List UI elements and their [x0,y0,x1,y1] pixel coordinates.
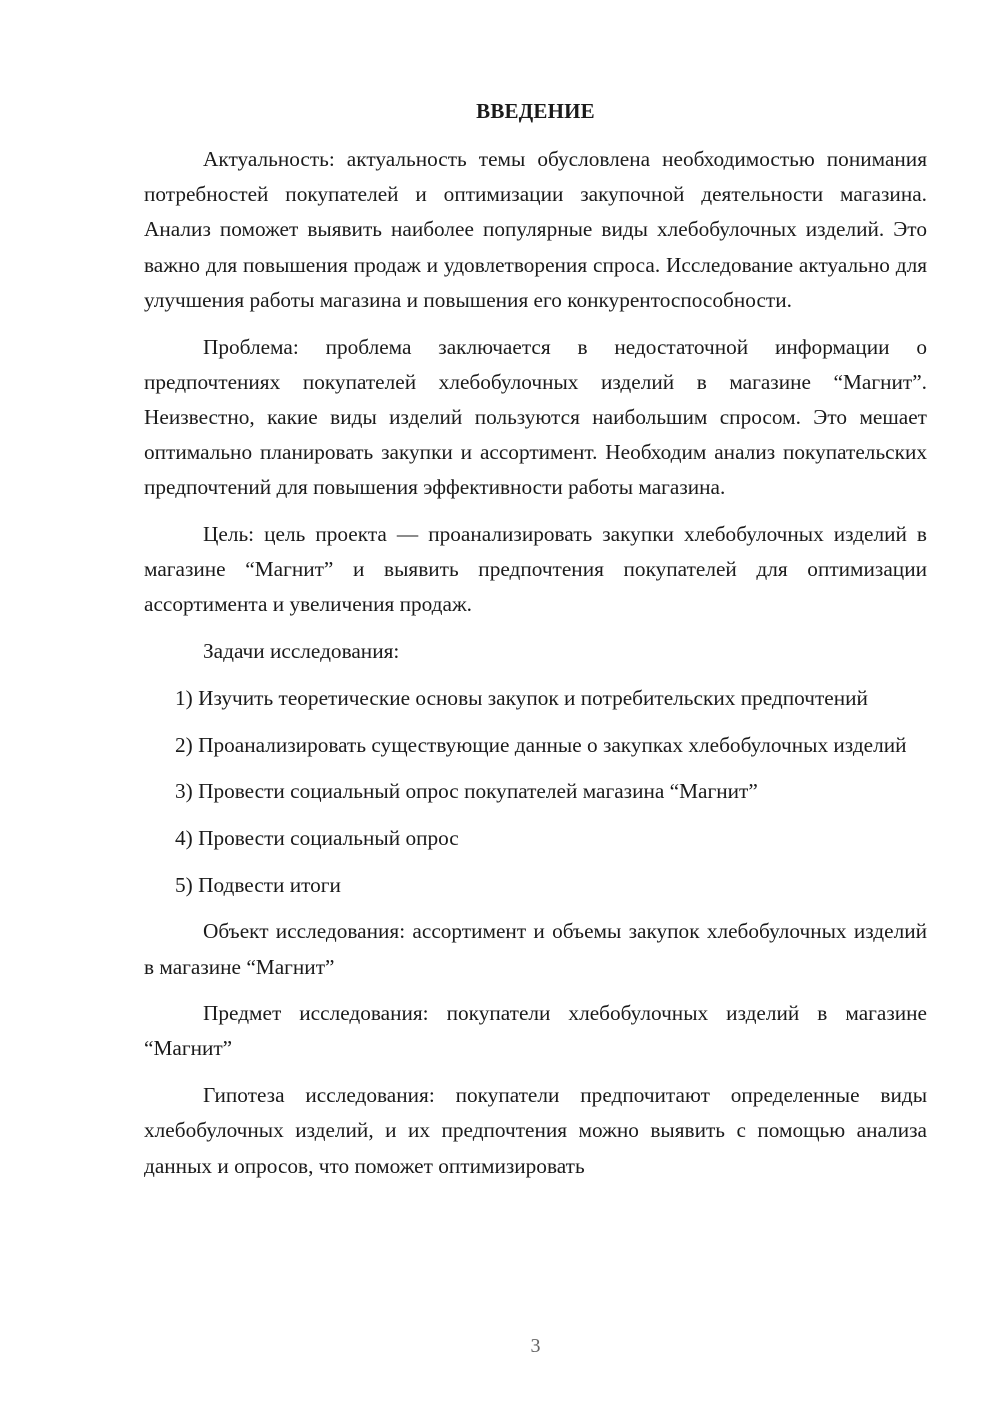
relevance-paragraph: Актуальность: актуальность темы обусловлена необходимостью понимания потребностей покупателей и оптимизации закупочной деятельности магазина. Анализ поможет выявить наиболее популярные виды хлебобулочных изделий. Это важно для повышения продаж и удовлетворения спроса. Исследование актуально для улучшения работы магазина и повышения его конкурентоспособности. [144,147,927,312]
document-page [144,0,927,1414]
document-body [144,142,927,1184]
task-item-5: 5) Подвести итоги [175,872,341,897]
goal-paragraph: Цель: цель проекта — проанализировать закупки хлебобулочных изделий в магазине “Магнит” и выявить предпочтения покупателей для оптимизации ассортимента и увеличения продаж. [144,522,927,617]
page-title: ВВЕДЕНИЕ [476,99,595,123]
task-item-1: 1) Изучить теоретические основы закупок и потребительских предпочтений [175,685,868,710]
task-item-3: 3) Провести социальный опрос покупателей магазина “Магнит” [175,779,758,804]
object-paragraph: Объект исследования: ассортимент и объемы закупок хлебобулочных изделий в магазине “Магнит” [144,919,927,979]
task-item-2: 2) Проанализировать существующие данные о закупках хлебобулочных изделий [175,732,907,757]
hypothesis-paragraph: Гипотеза исследования: покупатели предпочитают определенные виды хлебобулочных изделий, и их предпочтения можно выявить с помощью анализа данных и опросов, что поможет оптимизировать [144,1083,927,1178]
subject-paragraph: Предмет исследования: покупатели хлебобулочных изделий в магазине “Магнит” [144,1001,927,1061]
task-item-4: 4) Провести социальный опрос [175,825,459,850]
tasks-heading: Задачи исследования: [203,639,400,664]
problem-paragraph: Проблема: проблема заключается в недостаточной информации о предпочтениях покупателей хлебобулочных изделий в магазине “Магнит”. Неизвестно, какие виды изделий пользуются наибольшим спросом. Это мешает оптимально планировать закупки и ассортимент. Необходим анализ покупательских предпочтений для повышения эффективности работы магазина. [144,334,927,500]
page-number: 3 [530,1335,541,1357]
